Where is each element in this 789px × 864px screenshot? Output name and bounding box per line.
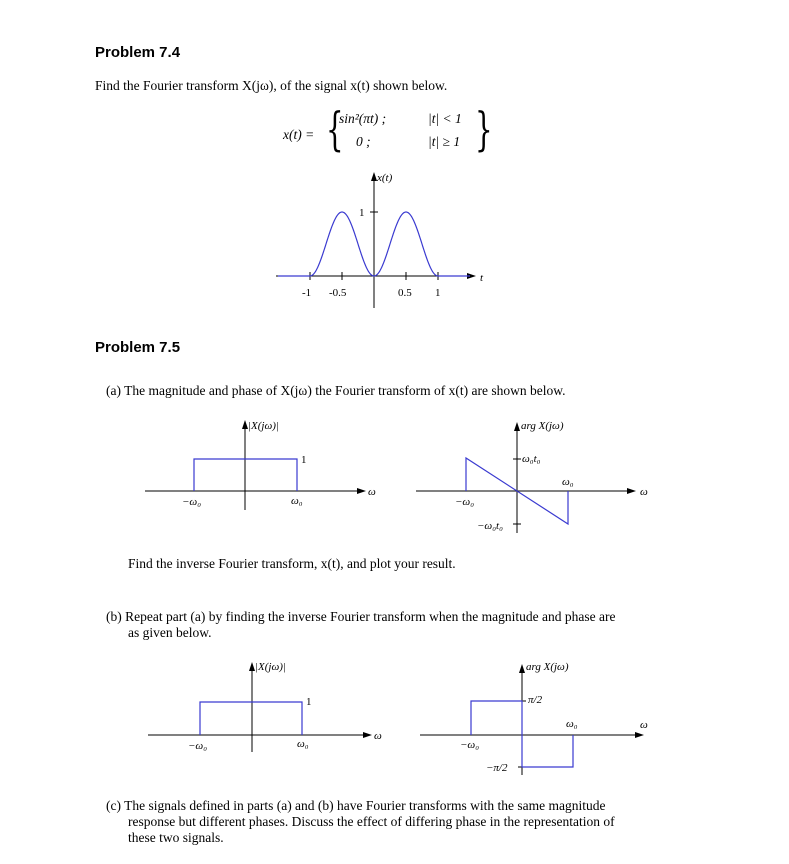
part-c-line-3: these two signals.: [128, 830, 224, 845]
x-tick-label-m05: -0.5: [329, 287, 347, 299]
case-2-expression: 0 ;: [356, 134, 371, 149]
magnitude-rect: [200, 702, 302, 735]
problem-7-4-heading: Problem 7.4: [95, 44, 181, 61]
phase-axis-label: arg X(jω): [526, 661, 569, 673]
phase-axis-arrow-icon: [514, 422, 520, 431]
phase-bottom-label: −π/2: [486, 762, 508, 774]
part-b-line-2: as given below.: [128, 625, 212, 640]
omega-axis-label: ω: [374, 730, 382, 742]
x-tick-label-m1: -1: [302, 287, 312, 299]
x-tick-label-05: 0.5: [398, 287, 412, 299]
mag-level-label: 1: [301, 454, 307, 466]
left-brace: {: [326, 102, 344, 156]
neg-omega0-label: −ω₀: [182, 496, 202, 508]
plot-b-magnitude: [148, 661, 382, 752]
part-c-line-1: (c) The signals defined in parts (a) and (b) have Fourier transforms with the same magnitude: [106, 798, 606, 813]
phase-top-label: ω₀t₀: [522, 453, 541, 465]
omega-axis-arrow-icon: [635, 732, 644, 738]
plot-b-phase: [420, 661, 648, 775]
neg-omega0-label: −ω₀: [188, 740, 208, 752]
case-1-expression: sin²(πt) ;: [339, 111, 387, 126]
phase-step: [471, 701, 573, 767]
mag-axis-label: |X(jω)|: [255, 661, 286, 673]
omega-axis-arrow-icon: [627, 488, 636, 494]
phase-top-label: π/2: [528, 694, 543, 706]
part-b-line-1: (b) Repeat part (a) by finding the inverse Fourier transform when the magnitude and phase are: [106, 609, 616, 624]
y-axis-label: x(t): [377, 172, 393, 184]
omega-axis-label: ω: [640, 719, 648, 731]
right-brace: }: [475, 102, 493, 156]
equation-lhs: x(t) =: [283, 127, 315, 142]
neg-omega0-label: −ω₀: [460, 739, 480, 751]
problem-7-4-statement: Find the Fourier transform X(jω), of the signal x(t) shown below.: [95, 78, 448, 93]
plot-a-phase: [416, 420, 648, 533]
case-1-condition: |t| < 1: [428, 111, 462, 126]
phase-bottom-label: −ω₀t₀: [477, 520, 503, 532]
part-c-line-2: response but different phases. Discuss the effect of differing phase in the representation of: [128, 814, 615, 829]
plot-7-4: [276, 172, 484, 308]
x-tick-label-1: 1: [435, 287, 441, 299]
phase-axis-arrow-icon: [519, 664, 525, 673]
case-2-condition: |t| ≥ 1: [428, 134, 461, 149]
pos-omega0-label: ω₀: [566, 718, 578, 730]
omega-axis-label: ω: [368, 486, 376, 498]
neg-omega0-label: −ω₀: [455, 496, 475, 508]
phase-axis-label: arg X(jω): [521, 420, 564, 432]
part-a-find: Find the inverse Fourier transform, x(t), and plot your result.: [128, 556, 456, 571]
problem-7-5-heading: Problem 7.5: [95, 339, 181, 356]
pos-omega0-label: ω₀: [562, 476, 574, 488]
omega-axis-arrow-icon: [357, 488, 366, 494]
x-axis-label: t: [480, 272, 484, 284]
mag-axis-label: |X(jω)|: [248, 420, 279, 432]
part-a-statement: (a) The magnitude and phase of X(jω) the Fourier transform of x(t) are shown below.: [106, 383, 566, 398]
pos-omega0-label: ω₀: [297, 738, 309, 750]
y-tick-label-1: 1: [359, 207, 365, 219]
omega-axis-label: ω: [640, 486, 648, 498]
mag-level-label: 1: [306, 696, 312, 708]
omega-axis-arrow-icon: [363, 732, 372, 738]
plot-a-magnitude: [145, 420, 376, 510]
pos-omega0-label: ω₀: [291, 495, 303, 507]
